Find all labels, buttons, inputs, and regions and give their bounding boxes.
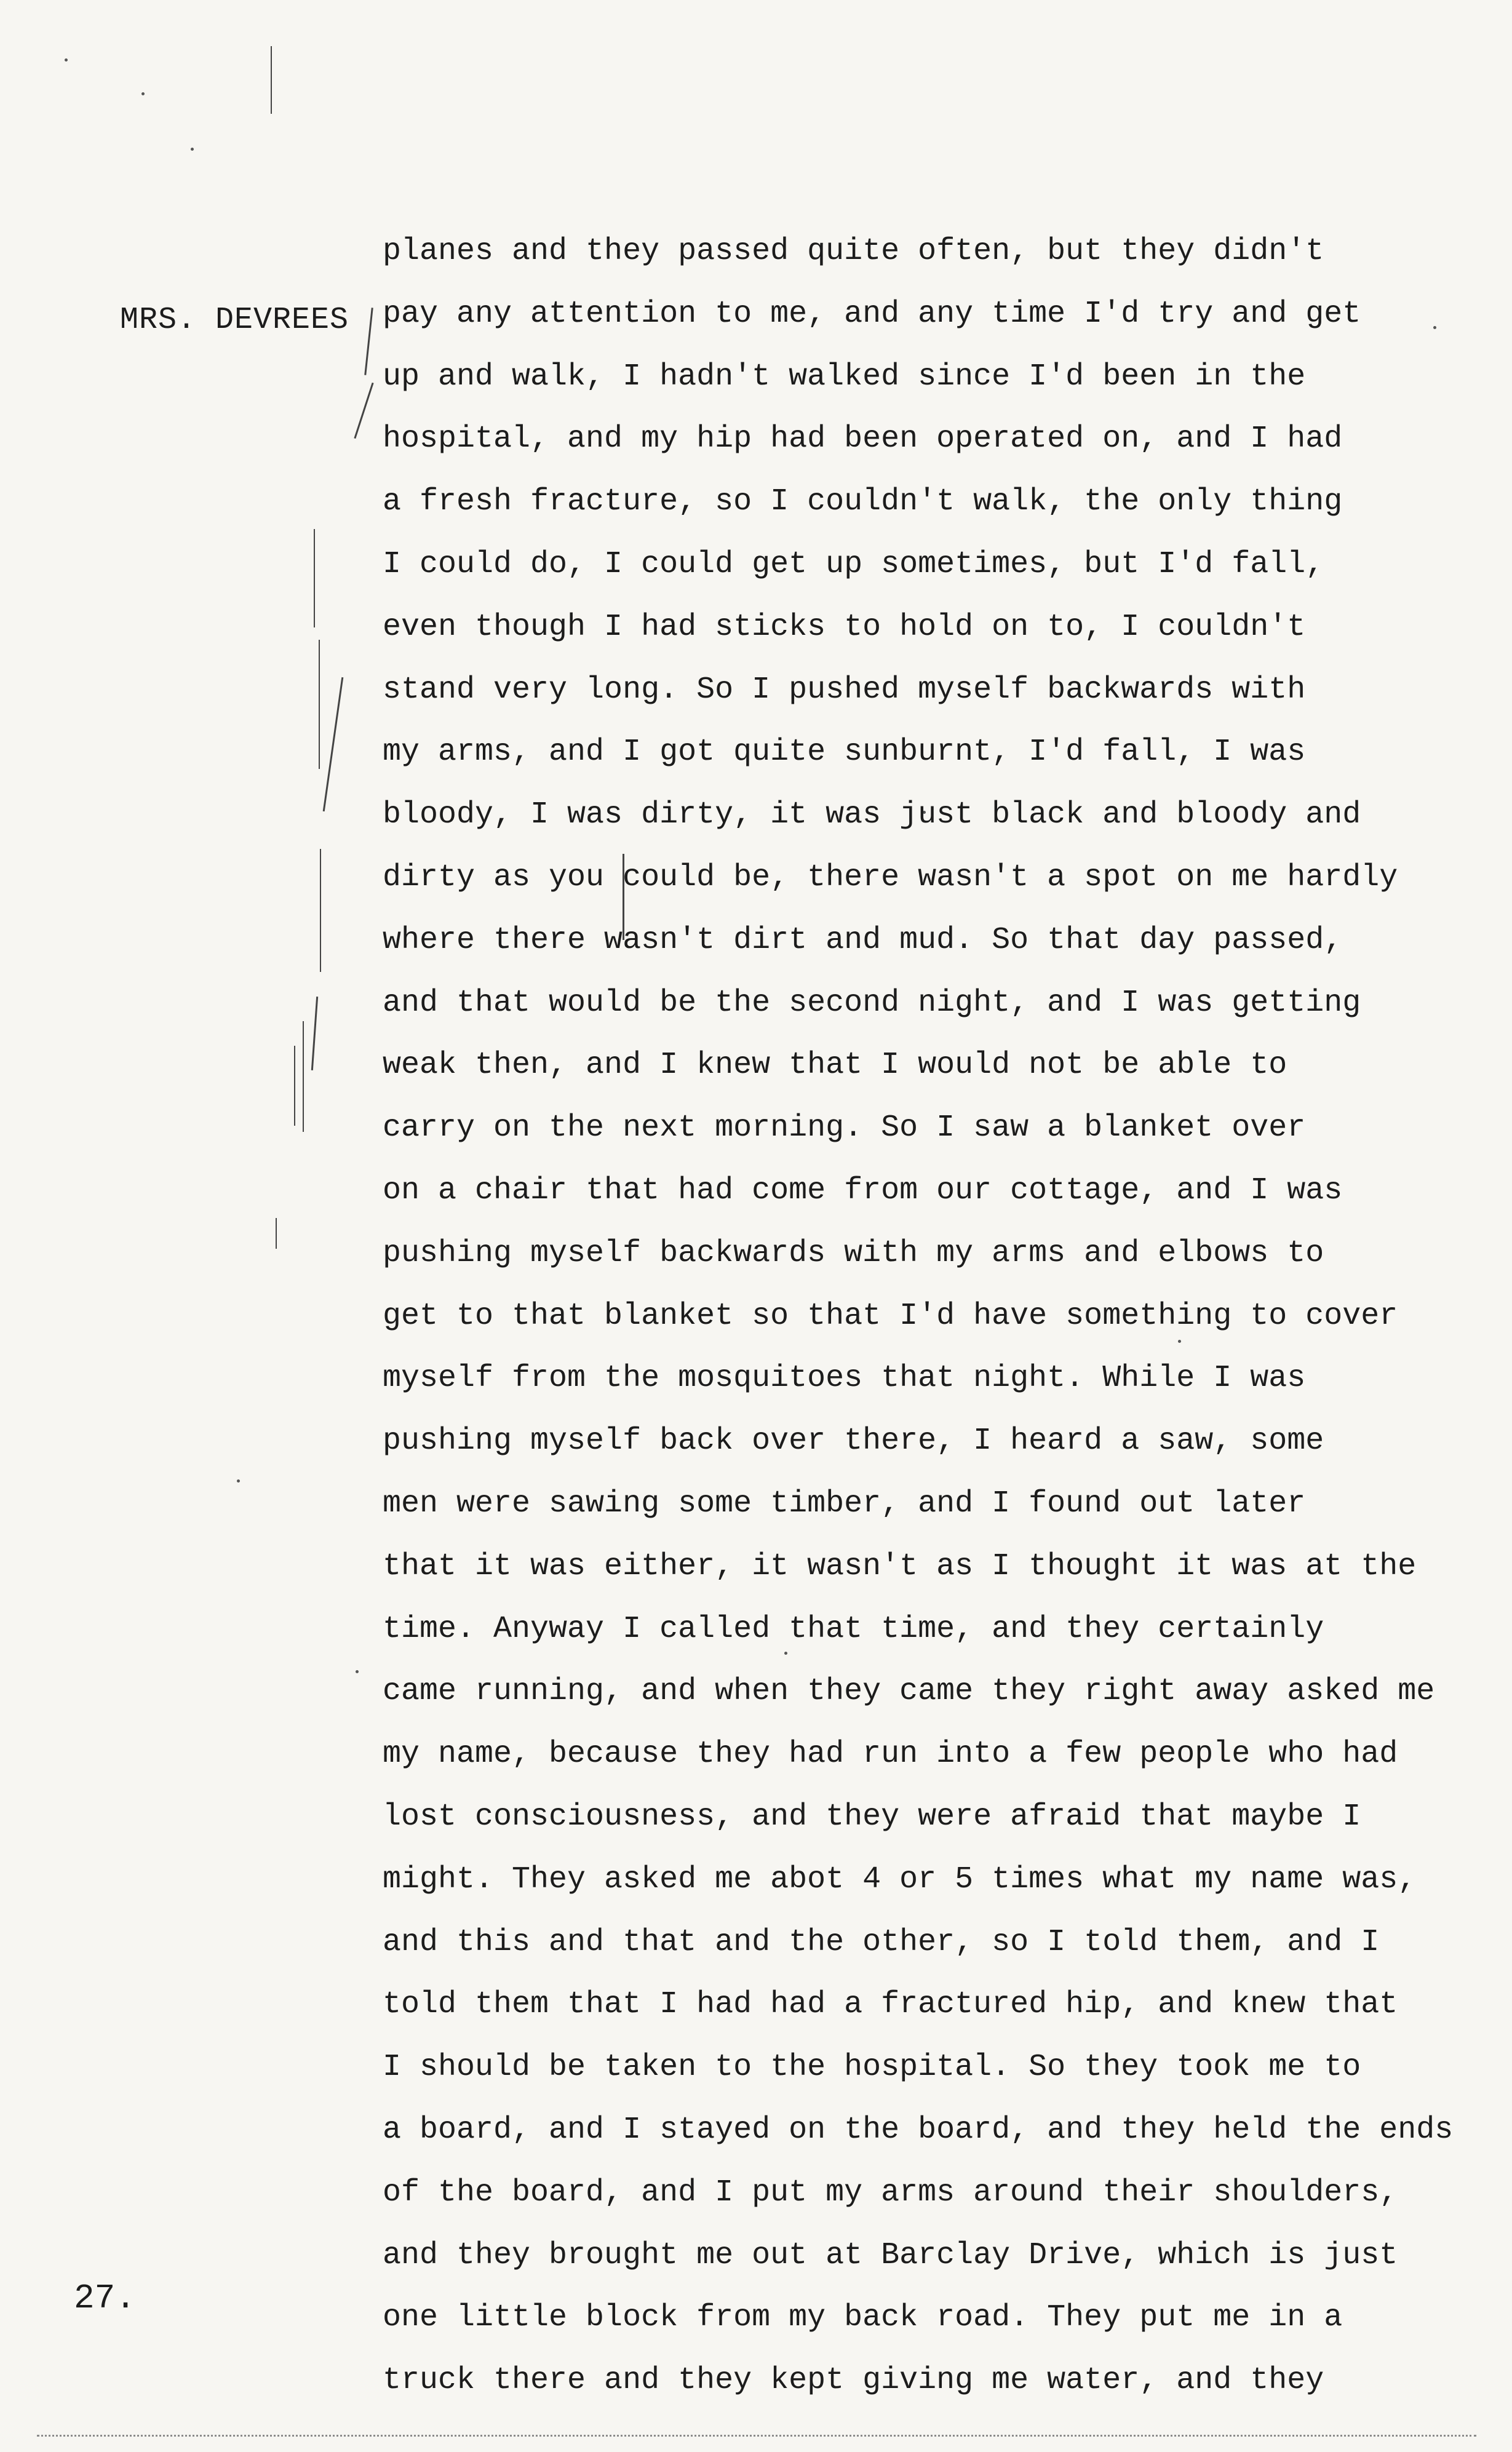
text-line: myself from the mosquitoes that night. While I was [383,1361,1306,1396]
scan-speck [65,58,68,62]
speaker-label: MRS. DEVREES [120,303,349,338]
text-line: pushing myself back over there, I heard a saw, some [383,1423,1324,1459]
scan-speck [191,148,194,151]
margin-pen-mark [303,1021,304,1132]
text-line: men were sawing some timber, and I found out later [383,1486,1306,1521]
text-line: and this and that and the other, so I told them, and I [383,1924,1380,1960]
text-line: weak then, and I knew that I would not be able to [383,1048,1287,1083]
text-line: dirty as you could be, there wasn't a spot on me hardly [383,859,1398,895]
text-line: a fresh fracture, so I couldn't walk, the only thing [383,484,1343,520]
margin-pen-mark [294,1046,295,1126]
text-line: I could do, I could get up sometimes, but I'd fall, [383,546,1324,582]
margin-pen-mark [276,1218,277,1249]
text-line: where there wasn't dirt and mud. So that day passed, [383,922,1343,958]
text-line: told them that I had had a fractured hip, and knew that [383,1987,1398,2023]
text-line: and they brought me out at Barclay Drive, which is just [383,2237,1398,2273]
margin-pen-mark [314,529,315,627]
margin-pen-mark [319,640,320,769]
text-line: of the board, and I put my arms around their shoulders, [383,2175,1398,2210]
text-line: that it was either, it wasn't as I thought it was at the [383,1548,1417,1584]
text-line: and that would be the second night, and I was getting [383,985,1361,1021]
text-line: came running, and when they came they right away asked me [383,1674,1435,1710]
scan-edge-line [37,2435,1476,2437]
text-line: I should be taken to the hospital. So they took me to [383,2050,1361,2085]
text-line: carry on the next morning. So I saw a blanket over [383,1110,1306,1146]
margin-pen-mark [320,849,321,972]
text-line: my arms, and I got quite sunburnt, I'd fall, I was [383,734,1306,770]
margin-pen-mark [354,383,373,439]
text-line: a board, and I stayed on the board, and they held the ends [383,2112,1454,2147]
text-line: bloody, I was dirty, it was just black and bloody and [383,797,1361,833]
margin-pen-mark [364,308,373,375]
text-line: time. Anyway I called that time, and they certainly [383,1611,1324,1647]
margin-pen-mark [271,46,272,114]
text-line: planes and they passed quite often, but they didn't [383,234,1324,269]
scan-speck [237,1479,240,1483]
text-line: get to that blanket so that I'd have something to cover [383,1298,1398,1334]
text-line: lost consciousness, and they were afraid that maybe I [383,1799,1361,1834]
text-line: my name, because they had run into a few people who had [383,1737,1398,1772]
text-line: on a chair that had come from our cottage, and I was [383,1172,1343,1208]
text-line: pay any attention to me, and any time I'd try and get [383,296,1361,332]
text-line: truck there and they kept giving me water, and they [383,2363,1324,2398]
margin-pen-mark [311,997,318,1070]
text-line: pushing myself backwards with my arms and elbows to [383,1235,1324,1271]
text-line: might. They asked me abot 4 or 5 times what my name was, [383,1861,1417,1897]
scan-speck [141,92,145,95]
text-line: stand very long. So I pushed myself backwards with [383,672,1306,707]
text-line: hospital, and my hip had been operated on, and I had [383,421,1343,457]
transcript-text [383,220,1490,2412]
text-line: one little block from my back road. They put me in a [383,2300,1343,2336]
text-line: even though I had sticks to hold on to, I couldn't [383,609,1306,645]
scan-speck [356,1670,359,1673]
margin-pen-mark [323,677,344,811]
page-number: 27. [74,2279,136,2318]
text-line: up and walk, I hadn't walked since I'd been in the [383,359,1306,394]
